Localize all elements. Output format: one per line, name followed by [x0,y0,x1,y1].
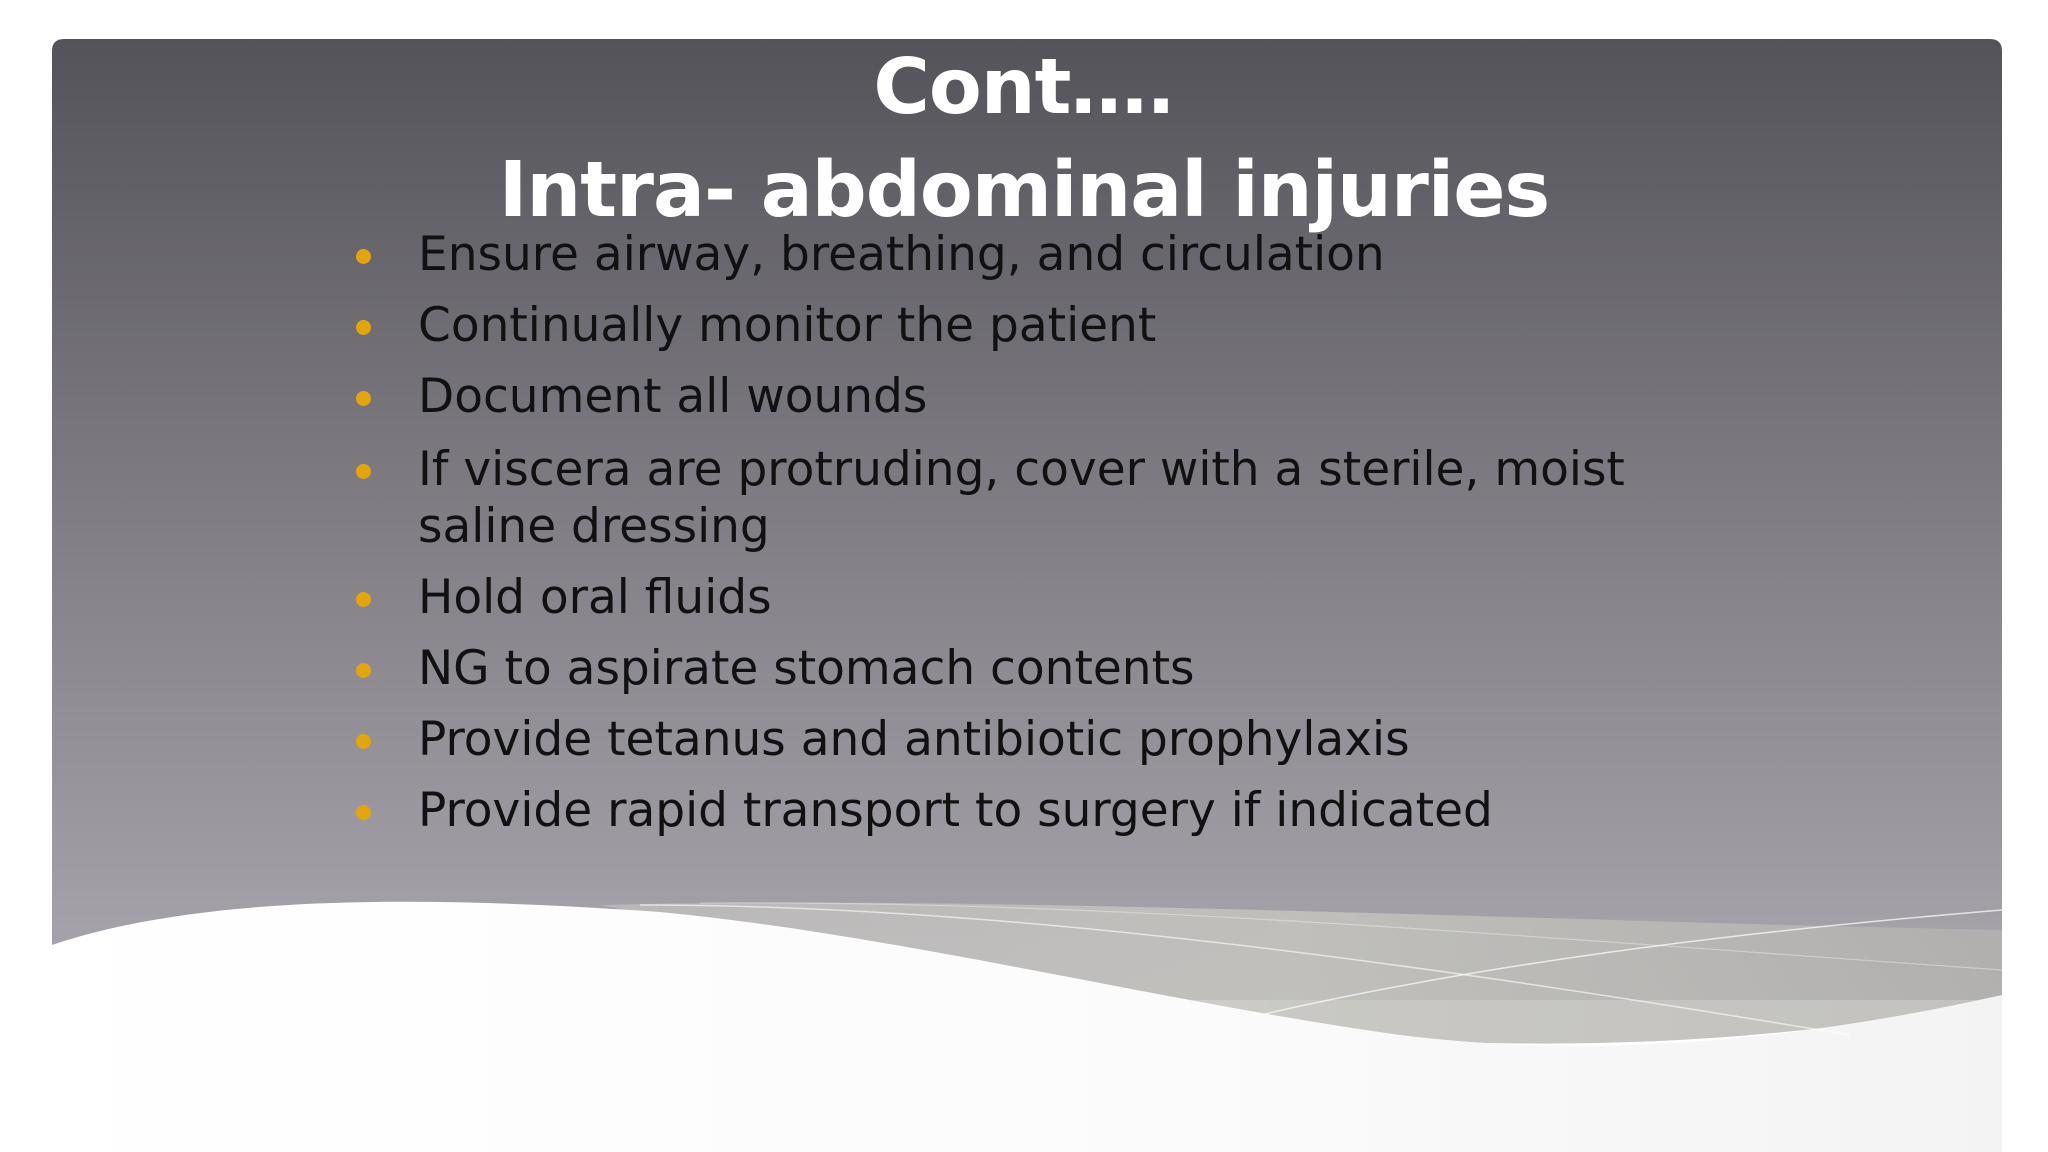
bullet-list [352,226,1772,853]
bullet-text: NG to aspirate stomach contents [418,641,1195,696]
bullet-dot-icon [356,663,371,678]
bullet-text: If viscera are protruding, cover with a sterile, moist saline dressing [418,442,1625,554]
list-item [352,782,1772,839]
bullet-dot-icon [356,249,371,264]
bullet-dot-icon [356,320,371,335]
list-item [352,297,1772,354]
bullet-dot-icon [356,592,371,607]
bullet-dot-icon [356,734,371,749]
list-item [352,441,1772,555]
bullet-dot-icon [356,805,371,820]
bullet-dot-icon [356,464,371,479]
title-line-2: Intra- abdominal injuries [498,146,1550,235]
slide-title [0,36,2048,242]
bullet-text: Ensure airway, breathing, and circulation [418,227,1385,282]
title-line-1: Cont…. [873,43,1175,132]
list-item [352,569,1772,626]
list-item [352,368,1772,425]
list-item [352,226,1772,283]
bullet-text: Provide tetanus and antibiotic prophylaxis [418,712,1410,767]
list-item [352,640,1772,697]
bullet-text: Provide rapid transport to surgery if indicated [418,783,1493,838]
bullet-text: Document all wounds [418,369,928,424]
bullet-dot-icon [356,391,371,406]
list-item [352,711,1772,768]
bullet-text: Continually monitor the patient [418,298,1157,353]
bullet-text: Hold oral fluids [418,570,772,625]
